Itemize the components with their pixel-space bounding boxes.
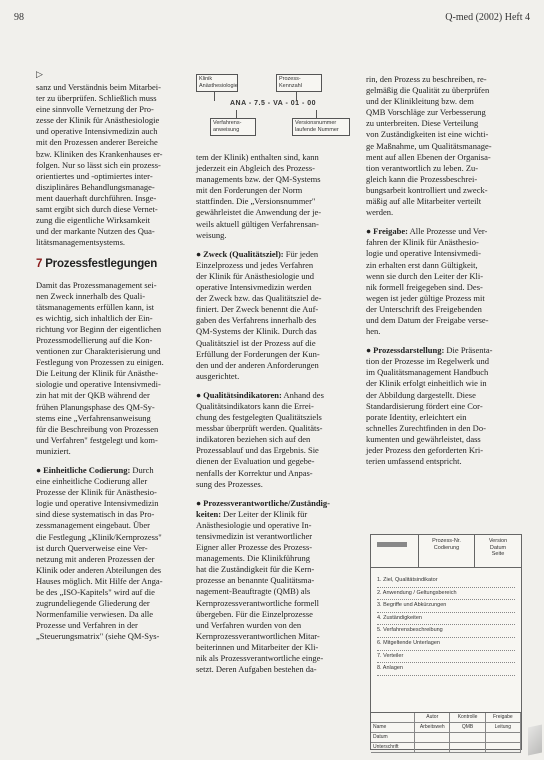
text-line: orientiertes und -optimiertes inter- [36, 170, 153, 181]
section-title: Prozessfestlegungen [45, 258, 158, 271]
text-line: weisung. [196, 229, 227, 240]
text-line: gleich kann die Prozessbeschrei- [366, 173, 478, 184]
text-line: Eigner aller Prozesse des Prozess- [196, 542, 313, 553]
text-line: ausgerichtet. [196, 370, 240, 381]
bullet-title: Prozessdarstellung: [373, 345, 445, 356]
text-line: ter zu überprüfen. Schließlich muss [36, 93, 157, 104]
fig-connector [214, 91, 215, 101]
text-line: werden. [366, 207, 394, 218]
text-line: weils aktuell gültigen Verfahrensan- [196, 218, 319, 229]
text-line: stattfinden. Die „Versionsnummer" [196, 196, 316, 207]
text-line: wenn sie durch den Leiter der Kli- [366, 270, 484, 281]
form-table-cell [371, 713, 415, 722]
text-line: tensivmedizin ist verantwortlicher [196, 531, 313, 541]
text-line: netzung mit anderen Prozessen der [36, 553, 155, 564]
intro-paragraph [366, 74, 520, 218]
form-item: 1. Ziel, Qualitätsindikator [377, 575, 515, 588]
bullet-verantwortliche [196, 498, 352, 676]
bullet-icon: ● [196, 248, 202, 259]
form-table-cell: Kontrolle [450, 713, 485, 722]
text-line: ventionen zur Charakterisierung und [36, 346, 161, 357]
text-line: Prozessmodellierung auf die Kon- [36, 334, 153, 345]
text-line: Prozesse und Verfahren in der [36, 620, 138, 631]
running-header [14, 12, 530, 26]
form-item: 5. Verfahrensbeschreibung [377, 625, 515, 638]
intro-paragraph [196, 152, 352, 241]
text-line: gaben des Verfahrens innerhalb des [196, 315, 317, 326]
text-line: und Verfahren wurden von den [196, 619, 302, 630]
text-line: jederzeit ein Abgleich des Prozess- [196, 163, 315, 174]
text-line: gelmäßig die Qualität zu überprüfen [366, 85, 490, 96]
text-line: nik als Prozessverantwortliche einge- [196, 653, 324, 664]
form-signature-table [371, 712, 521, 749]
text-line: ment dauerhaft durchführen. Insge- [36, 192, 157, 203]
text-line: Klinik oder anderen Abteilungen des [36, 564, 162, 575]
text-line: nen Zweck innerhalb des Quali- [36, 290, 146, 301]
text-line: zin hat mit der QKB während der [36, 390, 150, 401]
text-line: Qualitätsindikators kann die Errei- [196, 400, 314, 411]
text-line: Damit das Prozessmanagement sei- [36, 279, 157, 290]
text-line: samt ergibt sich durch diese Vernet- [36, 204, 158, 215]
text-line: ment auf allen Ebenen der Organisa- [366, 151, 491, 162]
text-line: porate Identity, erleichtert ein [366, 411, 467, 422]
bullet-icon: ● [366, 226, 372, 237]
text-line: Qualitätsziel ist der Prozess auf die [196, 337, 316, 348]
section-number: 7 [36, 258, 43, 271]
text-line: den und der anderen Anforderungen [196, 359, 319, 370]
form-table-header [371, 713, 521, 723]
form-table-cell [450, 733, 485, 742]
text-line: tätsmanagements erfüllen kann, ist [36, 301, 155, 312]
text-line: sanz und Verständnis beim Mitarbei- [36, 82, 161, 92]
text-line: schnelles Zurechtfinden in den Do- [366, 422, 486, 433]
text-line: ge Maßnahme, um Qualitätsmanage- [366, 140, 492, 151]
text-line: Normenfamilie verwiesen. Da alle [36, 609, 154, 620]
text-line: folgen. Nur so lässt sich ein prozess- [36, 159, 161, 170]
text-line: und der Klinikleitung bzw. dem [366, 96, 474, 107]
text-line: wegen ist jeder gültige Prozess mit [366, 292, 485, 303]
text-line: Für jeden [285, 248, 319, 259]
text-line: und Verfahren" festgelegt und kom- [36, 434, 158, 445]
text-line: setzt. Deren Aufgaben bestehen da- [196, 664, 317, 675]
form-table-cell [486, 733, 521, 742]
page-curl [528, 725, 542, 756]
text-line: stems eine „Verfahrensanweisung [36, 412, 151, 423]
text-line: Durch [132, 465, 154, 475]
form-table-cell [450, 743, 485, 752]
text-line: nik formell freigegeben sind. Des- [366, 281, 483, 292]
text-line: Prozesse der Klinik für Anästhesio- [36, 487, 157, 498]
text-line: Standardisierung fördert eine Cor- [366, 400, 483, 411]
text-line: tem der Klinik) enthalten sind, kann [196, 152, 319, 162]
text-line: nagement-Beauftragte (QMB) als [196, 586, 311, 597]
text-line: frühen Planungsphase des QM-Sy- [36, 401, 155, 412]
fig-code: ANA - 7.5 - VA - 01 - 00 [230, 100, 317, 107]
form-table-cell: QMB [450, 723, 485, 732]
text-line: im Qualitätsmanagement Handbuch [366, 367, 489, 378]
form-item: 4. Zuständigkeiten [377, 613, 515, 626]
text-line: mit den Prozessen anderer Bereiche [36, 137, 158, 148]
text-line: und dem Datum der Freigabe verse- [366, 314, 489, 325]
text-line: bungsarbeit kontrolliert und zweck- [366, 184, 488, 195]
bullet-icon: ● [196, 497, 202, 508]
section-heading [36, 259, 188, 270]
form-table-cell [415, 733, 450, 742]
form-table-cell [415, 743, 450, 752]
bullet-title: Prozessverantwortliche/Zuständig- [203, 497, 330, 508]
text-line: richtung vor Beginn der eigentlichen [36, 323, 162, 334]
fig-box-verfahren: Verfahrens- anweisung [210, 118, 256, 136]
fig-connector [236, 110, 237, 118]
text-line: Erfüllung der Forderungen der Kun- [196, 348, 320, 359]
text-line: ist durch Querverweise eine Ver- [36, 542, 148, 553]
fig-box-klinik: Klinik Anästhesiologie [196, 74, 238, 92]
bullet-title-cont: keiten: [196, 508, 222, 519]
text-line: operative Intensivmedizin werden [196, 282, 312, 293]
text-line: muniziert. [36, 445, 71, 456]
form-table-row [371, 733, 521, 743]
form-table-cell: Autor [415, 713, 450, 722]
form-item: 3. Begriffe und Abkürzungen [377, 600, 515, 613]
text-line: zu unterbreiten. Diese Verteilung [366, 118, 479, 129]
text-line: indikatoren beziehen sich auf den [196, 434, 311, 445]
text-line: dienen der Evaluation und gegebe- [196, 456, 315, 467]
text-line: chung des festgelegten Qualitätsziels [196, 412, 322, 423]
text-line: QM-Systems der Klinik. Durch das [196, 326, 317, 337]
text-line: zesse der Klinik für Anästhesiologie [36, 115, 160, 126]
text-line: logie und operative Intensivmedi- [366, 248, 481, 259]
text-line: es wichtig, sich inhaltlich der Ein- [36, 312, 153, 323]
text-line: eine einheitliche Codierung aller [36, 476, 148, 487]
text-line: sind diese systematisch in das Pro- [36, 509, 155, 520]
text-line: hen. [366, 326, 381, 337]
text-line: Kernprozessverantwortliche formell [196, 597, 319, 608]
form-table-row [371, 743, 521, 753]
form-table-cell: Unterschrift [371, 743, 415, 752]
text-line: bzw. Kliniken des Krankenhauses er- [36, 148, 163, 159]
text-line: Kernprozessverantwortlichen Mitar- [196, 630, 320, 641]
text-line: sung des Prozesses. [196, 478, 263, 489]
continued-paragraph [36, 82, 188, 248]
form-process-number: Prozess-Nr. Codierung [419, 535, 475, 567]
form-item: 7. Verteiler [377, 651, 515, 664]
journal-reference: Q-med (2002) Heft 4 [445, 12, 530, 23]
text-line: Die Leitung der Klinik für Anästhe- [36, 368, 159, 379]
text-line: der Klinik erfolgt einheitlich wie in [366, 378, 487, 389]
text-line: be des „ISO-Kapitels" wird auf die [36, 587, 155, 598]
text-line: Anästhesiologie und operative In- [196, 519, 312, 530]
text-line: nenfalls der Korrektur und Anpas- [196, 467, 313, 478]
text-line: der Klinik für Anästhesiologie und [196, 270, 315, 281]
fig-box-version: Versionsnummer laufende Nummer [292, 118, 350, 136]
form-logo-cell [371, 535, 419, 567]
form-table-cell: Datum [371, 733, 415, 742]
text-line: für die Beschreibung von Prozessen [36, 423, 159, 434]
text-line: Festlegung von Prozessen zu einigen. [36, 357, 164, 368]
text-line: Hauses möglich. Mit Hilfe der Anga- [36, 575, 163, 586]
section-paragraph [36, 280, 188, 458]
form-table-cell: Freigabe [486, 713, 521, 722]
text-line: Einzelprozess und jedes Verfahren [196, 259, 314, 270]
form-table-row [371, 723, 521, 733]
form-table-cell: Name [371, 723, 415, 732]
form-item: 6. Mitgeltende Unterlagen [377, 638, 515, 651]
column-3 [366, 74, 520, 467]
text-line: managements. Die Klinikführung [196, 553, 311, 564]
text-line: hat die Zuständigkeit für die Kern- [196, 564, 315, 575]
text-line: übergeben. Für die Einzelprozesse [196, 608, 313, 619]
text-line: von Zuständigkeiten ist eine wichti- [366, 129, 489, 140]
form-header [371, 535, 521, 568]
text-line: der Abbildung dargestellt. Diese [366, 389, 476, 400]
text-line: tion verantwortlich zu leben. Zu- [366, 162, 479, 173]
form-item: 8. Anlagen [377, 663, 515, 676]
text-line: siologie und operative Intensivmedi- [36, 379, 161, 390]
bullet-codierung [36, 465, 188, 643]
column-2 [196, 152, 352, 675]
text-line: zugrundeliegende Gliederung der [36, 598, 150, 609]
form-item: 2. Anwendung / Geltungsbereich [377, 588, 515, 601]
text-line: zessmanagement eingebaut. Über [36, 520, 150, 531]
text-line: zin erhalten erst dann Gültigkeit, [366, 259, 478, 270]
figure-coding-scheme [196, 72, 356, 144]
form-table-cell: Arbeitsweh [415, 723, 450, 732]
bullet-icon: ● [366, 345, 372, 356]
text-line: QMB Vorschläge zur Verbesserung [366, 107, 486, 118]
text-line: rin, den Prozess zu beschreiben, re- [366, 74, 487, 84]
text-line: und der markante Nutzen des Qua- [36, 226, 155, 237]
text-line: mäßig auf alle Mitarbeiter verteilt [366, 196, 482, 207]
text-line: und operative Intensivmedizin auch [36, 126, 158, 137]
bullet-title: Freigabe: [373, 226, 408, 237]
bullet-indikatoren [196, 390, 352, 490]
text-line: fahren der Klinik für Anästhesio- [366, 237, 479, 248]
text-line: Alle Prozesse und Ver- [409, 226, 488, 237]
bullet-title: Qualitätsindikatoren: [203, 389, 282, 400]
page-number: 98 [14, 12, 24, 23]
text-line: litätsmanagementsystems. [36, 237, 125, 248]
continuation-mark-icon: ▷ [36, 70, 43, 80]
form-version-cell: Version Datum Seite [488, 538, 508, 557]
text-line: disziplinäres Behandlungsmanage- [36, 181, 155, 192]
text-line: die Festlegung „Klinik/Kernprozess" [36, 531, 162, 542]
bullet-icon: ● [196, 389, 202, 400]
bullet-darstellung [366, 345, 520, 467]
fig-connector [316, 110, 317, 118]
text-line: der Unterschrift des Freigebenden [366, 303, 482, 314]
text-line: gewährleistet die Anwendung der je- [196, 207, 322, 218]
form-item-list [377, 575, 515, 676]
text-line: Anhand des [283, 389, 324, 400]
text-line: mit den Forderungen der Norm [196, 185, 303, 196]
text-line: der Zweck bzw. das Qualitätsziel de- [196, 293, 322, 304]
text-line: messbar überprüft werden. Qualitäts- [196, 423, 323, 434]
text-line: tion der Prozesse im Regelwerk und [366, 356, 489, 367]
text-line: Prozessablauf und das Ergebnis. Sie [196, 445, 319, 456]
text-line: Der Leiter der Klinik für [223, 508, 308, 519]
bullet-zweck [196, 249, 352, 382]
text-line: eine sinnvolle Vernetzung der Pro- [36, 104, 154, 115]
text-line: Die Präsenta- [446, 345, 493, 356]
bullet-title: Zweck (Qualitätsziel): [203, 248, 284, 259]
text-line: finiert. Der Zweck benennt die Auf- [196, 304, 319, 315]
bullet-freigabe [366, 226, 520, 337]
text-line: prozesse an benannte Qualitätsma- [196, 575, 315, 586]
text-line: beiterinnen und Mitarbeiter der Kli- [196, 641, 319, 652]
column-1 [36, 82, 188, 643]
text-line: logie und operative Intensivmedizin [36, 498, 159, 509]
text-line: kumenten und gewährleistet, dass [366, 433, 481, 444]
text-line: managements bzw. der QM-Systems [196, 174, 321, 185]
logo-icon [377, 542, 407, 547]
bullet-icon: ● [36, 465, 42, 475]
form-table-cell [486, 743, 521, 752]
text-line: terien umfassend entspricht. [366, 456, 462, 467]
fig-box-kennzahl: Prozess- Kennzahl [276, 74, 322, 92]
text-line: „Steuerungsmatrix" (siehe QM-Sys- [36, 631, 160, 642]
text-line: jeder Prozess den geforderten Kri- [366, 445, 484, 455]
bullet-title: Einheitliche Codierung: [43, 465, 131, 475]
form-table-cell: Leitung [486, 723, 521, 732]
text-line: zung die eigentliche Wirksamkeit [36, 215, 150, 226]
figure-process-form [370, 534, 522, 750]
